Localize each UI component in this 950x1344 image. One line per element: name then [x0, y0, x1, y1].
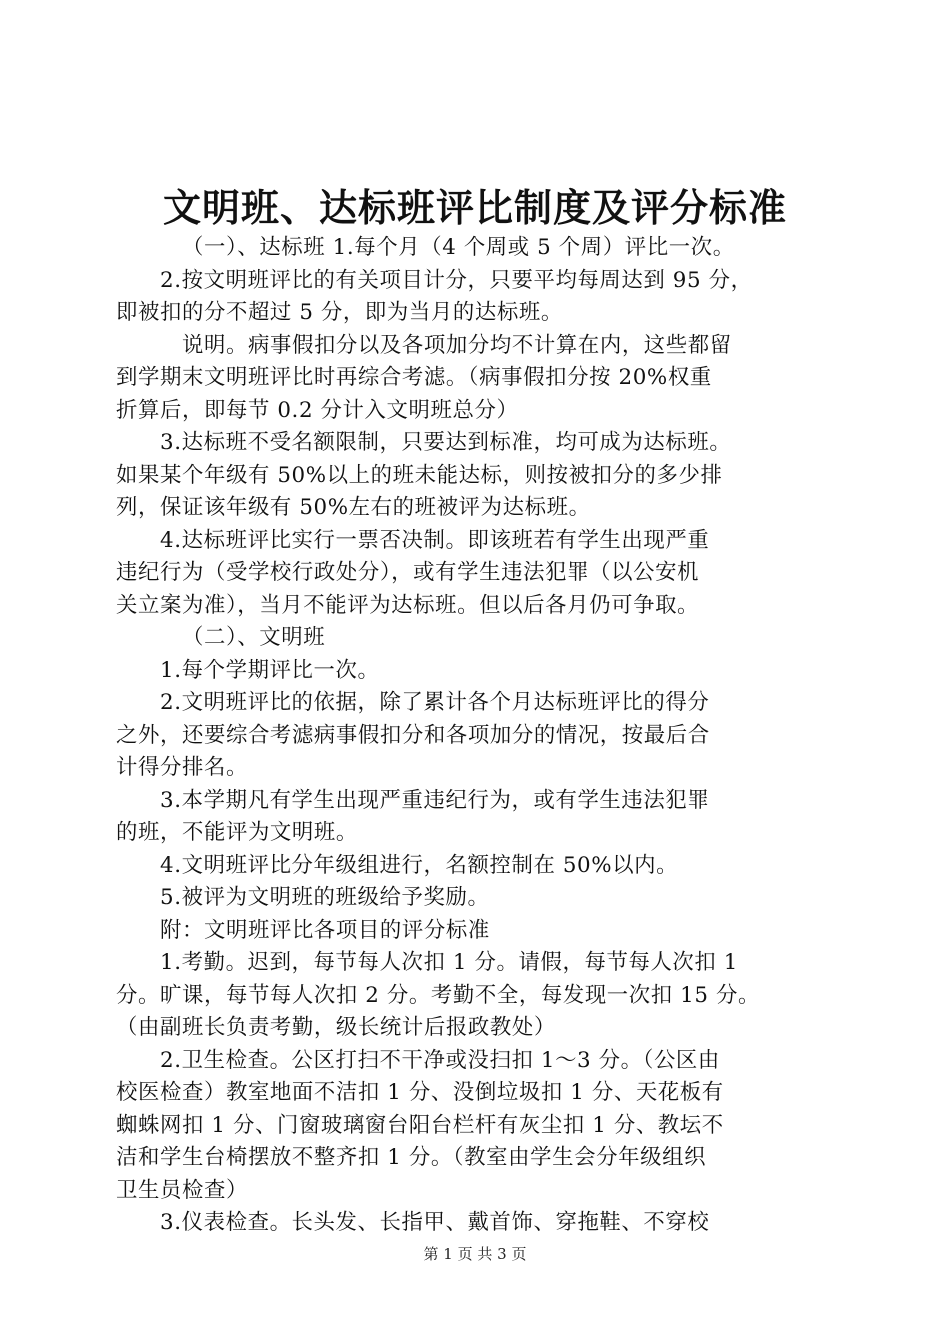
paragraph-line: 1.考勤。迟到，每节每人次扣 1 分。请假，每节每人次扣 1: [160, 950, 739, 975]
page-number-footer: 第 1 页 共 3 页: [423, 1245, 527, 1263]
paragraph-line: 洁和学生台椅摆放不整齐扣 1 分。（教室由学生会分年级组织: [116, 1145, 707, 1170]
paragraph-line: （由副班长负责考勤，级长统计后报政教处）: [116, 1015, 556, 1040]
paragraph-line: 的班，不能评为文明班。: [116, 820, 358, 845]
paragraph-line: 2.按文明班评比的有关项目计分，只要平均每周达到 95 分，: [160, 267, 753, 293]
paragraph-line: 1.每个学期评比一次。: [160, 657, 380, 683]
paragraph-line: 关立案为准），当月不能评为达标班。但以后各月仍可争取。: [116, 592, 700, 618]
paragraph-line: （一）、达标班 1.每个月（4 个周或 5 个周）评比一次。: [182, 235, 735, 260]
document-title: 文明班、达标班评比制度及评分标准: [162, 186, 787, 230]
paragraph-line: 3.仪表检查。长头发、长指甲、戴首饰、穿拖鞋、不穿校: [160, 1210, 710, 1235]
paragraph-line: 3.达标班不受名额限制，只要达到标准，均可成为达标班。: [160, 430, 732, 455]
paragraph-line: 校医检查）教室地面不洁扣 1 分、没倒垃圾扣 1 分、天花板有: [116, 1080, 724, 1105]
paragraph-line: 卫生员检查）: [116, 1177, 248, 1203]
document-body: [116, 232, 838, 1240]
paragraph-line: 蜘蛛网扣 1 分、门窗玻璃窗台阳台栏杆有灰尘扣 1 分、教坛不: [116, 1112, 724, 1138]
section-heading: （二）、文明班: [182, 625, 326, 650]
paragraph-line: 2.文明班评比的依据，除了累计各个月达标班评比的得分: [160, 690, 710, 715]
paragraph-line: 4.文明班评比分年级组进行，名额控制在 50%以内。: [160, 852, 679, 878]
paragraph-line: 说明。病事假扣分以及各项加分均不计算在内，这些都留: [182, 332, 732, 358]
appendix-heading: 附：文明班评比各项目的评分标准: [160, 917, 490, 943]
paragraph-line: 分。旷课，每节每人次扣 2 分。考勤不全，每发现一次扣 15 分。: [116, 982, 760, 1008]
paragraph-line: 计得分排名。: [116, 755, 248, 780]
paragraph-line: 4.达标班评比实行一票否决制。即该班若有学生出现严重: [160, 527, 710, 553]
paragraph-line: 到学期末文明班评比时再综合考滤。（病事假扣分按 20%权重: [116, 365, 712, 390]
paragraph-line: 违纪行为（受学校行政处分），或有学生违法犯罪（以公安机: [116, 560, 700, 585]
paragraph-line: 之外，还要综合考滤病事假扣分和各项加分的情况，按最后合: [116, 722, 710, 748]
paragraph-line: 3.本学期凡有学生出现严重违纪行为，或有学生违法犯罪: [160, 787, 710, 813]
paragraph-line: 如果某个年级有 50%以上的班未能达标，则按被扣分的多少排: [116, 462, 723, 488]
paragraph-line: 即被扣的分不超过 5 分，即为当月的达标班。: [116, 300, 563, 325]
paragraph-line: 5.被评为文明班的班级给予奖励。: [160, 885, 490, 910]
paragraph-line: 2.卫生检查。公区打扫不干净或没扫扣 1～3 分。（公区由: [160, 1047, 720, 1073]
paragraph-line: 列，保证该年级有 50%左右的班被评为达标班。: [116, 495, 591, 520]
paragraph-line: 折算后，即每节 0.2 分计入文明班总分）: [116, 397, 519, 423]
